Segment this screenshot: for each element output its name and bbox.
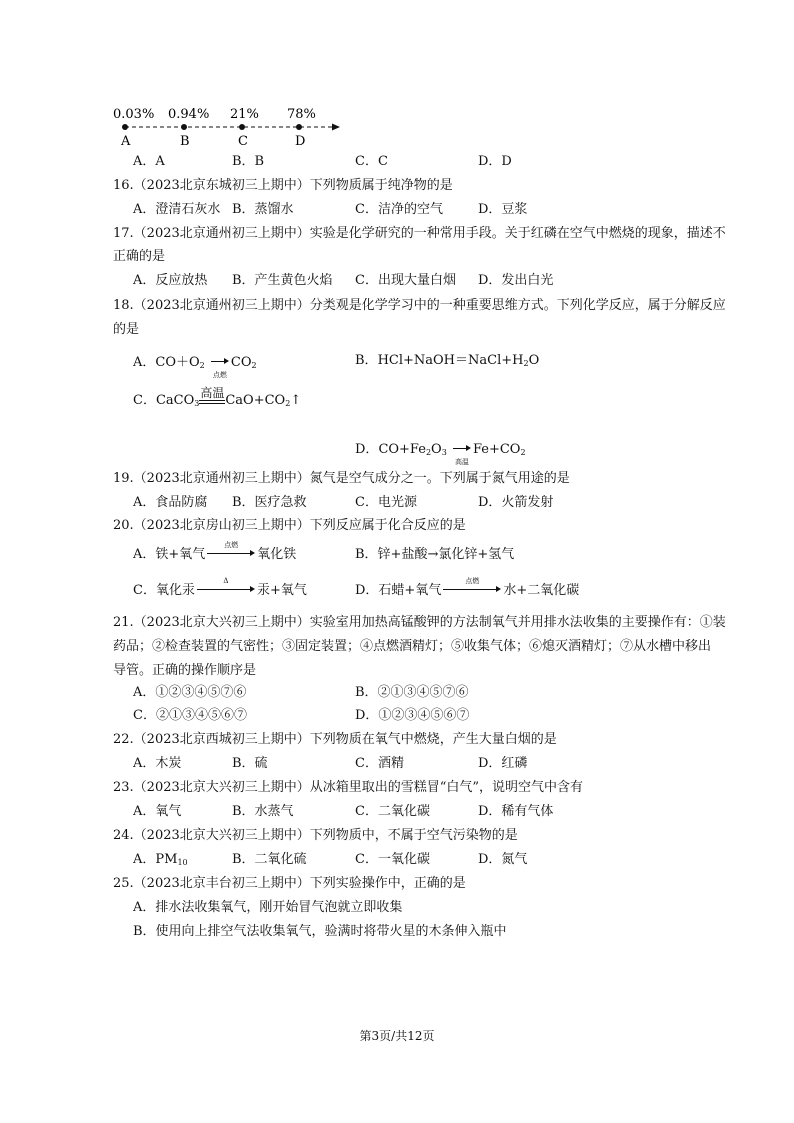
q23-option-c: C．二氧化碳 [355, 804, 430, 819]
q23-option-d: D．稀有气体 [478, 804, 554, 819]
q16-option-b: B．蒸馏水 [232, 202, 294, 217]
number-line-percent-d: 78% [287, 107, 316, 122]
q18-option-c-product: CaO+CO [225, 393, 286, 408]
q20-option-d-arrow [443, 577, 501, 600]
q19-option-c: C．电光源 [355, 495, 417, 510]
number-line-point-c [239, 124, 245, 130]
q18-stem-line1: 18.（2023北京通州初三上期中）分类观是化学学习中的一种重要思维方式。下列化学反应，属于分解反应 [113, 298, 726, 313]
q16-option-a: A．澄清石灰水 [133, 202, 221, 217]
q21-option-d: D．①②③④⑤⑥⑦ [355, 708, 470, 723]
q22-option-d: D．红磷 [478, 756, 528, 771]
q15-option-d: D．D [478, 154, 512, 169]
q15-option-a: A．A [133, 154, 165, 169]
q17-stem-line2: 正确的是 [113, 249, 166, 264]
q20-option-c [133, 577, 307, 600]
q18-option-b [355, 352, 539, 370]
q19-option-a: A．食品防腐 [133, 495, 208, 510]
q18-option-c-reactant: CaCO [155, 393, 195, 408]
q24-stem: 24.（2023北京大兴初三上期中）下列物质中，不属于空气污染物的是 [113, 828, 518, 843]
q20-option-d-condition: 点燃 [465, 577, 480, 585]
q17-stem-line1: 17.（2023北京通州初三上期中）实验是化学研究的一种常用手段。关于红磷在空气中燃烧的现象，描述不 [113, 226, 726, 241]
q20-option-c-reactant: C．氧化汞 [133, 583, 195, 598]
number-line-point-d [296, 124, 302, 130]
number-line-point-a [122, 124, 128, 130]
number-line-arrowhead [332, 124, 340, 131]
page-footer: 第3页/共12页 [359, 1029, 435, 1043]
q22-option-b: B．硫 [232, 756, 268, 771]
number-line-letter-c: C [238, 134, 248, 149]
q21-stem-line2: 药品；②检查装置的气密性；③固定装置；④点燃酒精灯；⑤收集气体；⑥熄灭酒精灯；⑦从水槽中移出 [113, 639, 712, 654]
q18-option-d-mid: O [431, 442, 442, 457]
q23-option-a: A．氧气 [133, 804, 182, 819]
q17-option-d: D．发出白光 [478, 273, 554, 288]
q18-option-d-product: Fe+CO [472, 442, 521, 457]
q17-option-a: A．反应放热 [133, 273, 208, 288]
q21-option-a: A．①②③④⑤⑦⑥ [133, 685, 247, 700]
q18-option-a [133, 354, 257, 379]
number-line-letter-a: A [121, 134, 131, 149]
number-line-figure [110, 102, 350, 152]
q18-option-b-label: B． [355, 353, 378, 368]
q22-stem: 22.（2023北京西城初三上期中）下列物质在氧气中燃烧，产生大量白烟的是 [113, 732, 557, 747]
q18-option-c-condition: 高温 [200, 386, 225, 400]
q20-option-d [355, 577, 580, 600]
q18-option-b-sub: 2 [523, 359, 529, 368]
q20-option-a-arrow [207, 541, 255, 564]
number-line-percent-b: 0.94% [168, 107, 210, 122]
q23-option-b: B．水蒸气 [232, 804, 294, 819]
q15-option-b: B．B [232, 154, 265, 169]
q24-option-a-text: A．PM [133, 852, 178, 867]
number-line-percent-c: 21% [230, 107, 259, 122]
q19-option-d: D．火箭发射 [478, 495, 554, 510]
q17-option-b: B．产生黄色火焰 [232, 273, 333, 288]
q20-option-c-arrow [197, 577, 255, 600]
q20-option-a-reactants: A．铁+氧气 [133, 547, 206, 562]
q20-option-c-condition: Δ [223, 577, 229, 585]
q25-stem: 25.（2023北京丰台初三上期中）下列实验操作中，正确的是 [113, 876, 466, 891]
q18-option-c-reactant-sub: 3 [194, 399, 200, 408]
q18-option-a-sub: 2 [199, 361, 205, 370]
q24-option-d: D．氮气 [478, 852, 528, 867]
q25-option-b: B．使用向上排空气法收集氧气，验满时将带火星的木条伸入瓶中 [133, 924, 507, 939]
q18-option-d [355, 441, 526, 466]
q20-option-a-condition: 点燃 [224, 541, 239, 549]
q18-option-d-sub2: 3 [441, 448, 447, 457]
q18-option-d-sub1: 2 [425, 448, 432, 457]
number-line-letter-d: D [295, 134, 306, 149]
q20-option-c-products: 汞+氧气 [256, 583, 307, 598]
q18-option-a-product-sub: 2 [251, 361, 257, 370]
number-line-percent-a: 0.03% [113, 107, 155, 122]
q20-option-d-reactants: D．石蜡+氧气 [355, 583, 442, 598]
q24-option-a-sub: 10 [177, 858, 188, 867]
q18-option-a-reactants: CO＋O [155, 355, 200, 370]
q24-option-b: B．二氧化硫 [232, 852, 307, 867]
q18-option-c-label: C． [133, 393, 156, 408]
q25-option-a: A．排水法收集氧气，刚开始冒气泡就立即收集 [133, 900, 403, 915]
q20-option-a-product: 氧化铁 [257, 547, 297, 562]
q20-stem: 20.（2023北京房山初三上期中）下列反应属于化合反应的是 [113, 518, 466, 533]
q18-option-d-product-sub: 2 [520, 448, 526, 457]
q19-stem: 19.（2023北京通州初三上期中）氮气是空气成分之一。下列属于氮气用途的是 [113, 471, 570, 486]
q24-option-c: C．一氧化碳 [355, 852, 430, 867]
q21-stem-line3: 导管。正确的操作顺序是 [113, 663, 257, 678]
q17-option-c: C．出现大量白烟 [355, 273, 456, 288]
q18-stem-line2: 的是 [113, 322, 140, 337]
q18-option-c-product-sub: 2 [285, 399, 291, 408]
q20-option-b: B．锌+盐酸→氯化锌+氢气 [355, 547, 515, 562]
q21-stem-line1: 21.（2023北京大兴初三上期中）实验室用加热高锰酸钾的方法制氧气并用排水法收集的主要操作有：①装 [113, 615, 726, 630]
q16-option-c: C．洁净的空气 [355, 202, 443, 217]
q18-option-c-equals [199, 387, 225, 410]
q18-option-d-label: D． [355, 442, 379, 457]
q18-option-d-condition: 高温 [454, 458, 469, 466]
q22-option-a: A．木炭 [133, 756, 182, 771]
q18-option-a-condition: 点燃 [212, 371, 227, 379]
q19-option-b: B．医疗急救 [232, 495, 307, 510]
q18-option-d-reactant: CO+Fe [378, 442, 426, 457]
q21-option-b: B．②①③④⑤⑦⑥ [355, 685, 469, 700]
q20-option-d-products: 水+二氧化碳 [503, 583, 580, 598]
q20-option-a [133, 541, 297, 564]
q24-option-a [133, 851, 188, 869]
q15-option-c: C．C [355, 154, 388, 169]
number-line-letter-b: B [180, 134, 190, 149]
number-line-point-b [181, 124, 187, 130]
q18-option-a-label: A． [133, 355, 156, 370]
q21-option-c: C．②①③④⑤⑥⑦ [133, 708, 247, 723]
q18-option-b-equation: HCl+NaOH＝NaCl+H [377, 353, 524, 368]
q18-option-a-arrow [211, 354, 229, 379]
q16-stem: 16.（2023北京东城初三上期中）下列物质属于纯净物的是 [113, 178, 453, 193]
q18-option-c [133, 387, 301, 410]
q18-option-a-product: CO [230, 355, 252, 370]
q18-option-c-gas-arrow: ↑ [290, 393, 302, 408]
q23-stem: 23.（2023北京大兴初三上期中）从冰箱里取出的雪糕冒“白气”，说明空气中含有 [113, 780, 584, 795]
q18-option-d-arrow [453, 441, 471, 466]
q16-option-d: D．豆浆 [478, 202, 528, 217]
q22-option-c: C．酒精 [355, 756, 404, 771]
q18-option-b-tail: O [528, 353, 540, 368]
